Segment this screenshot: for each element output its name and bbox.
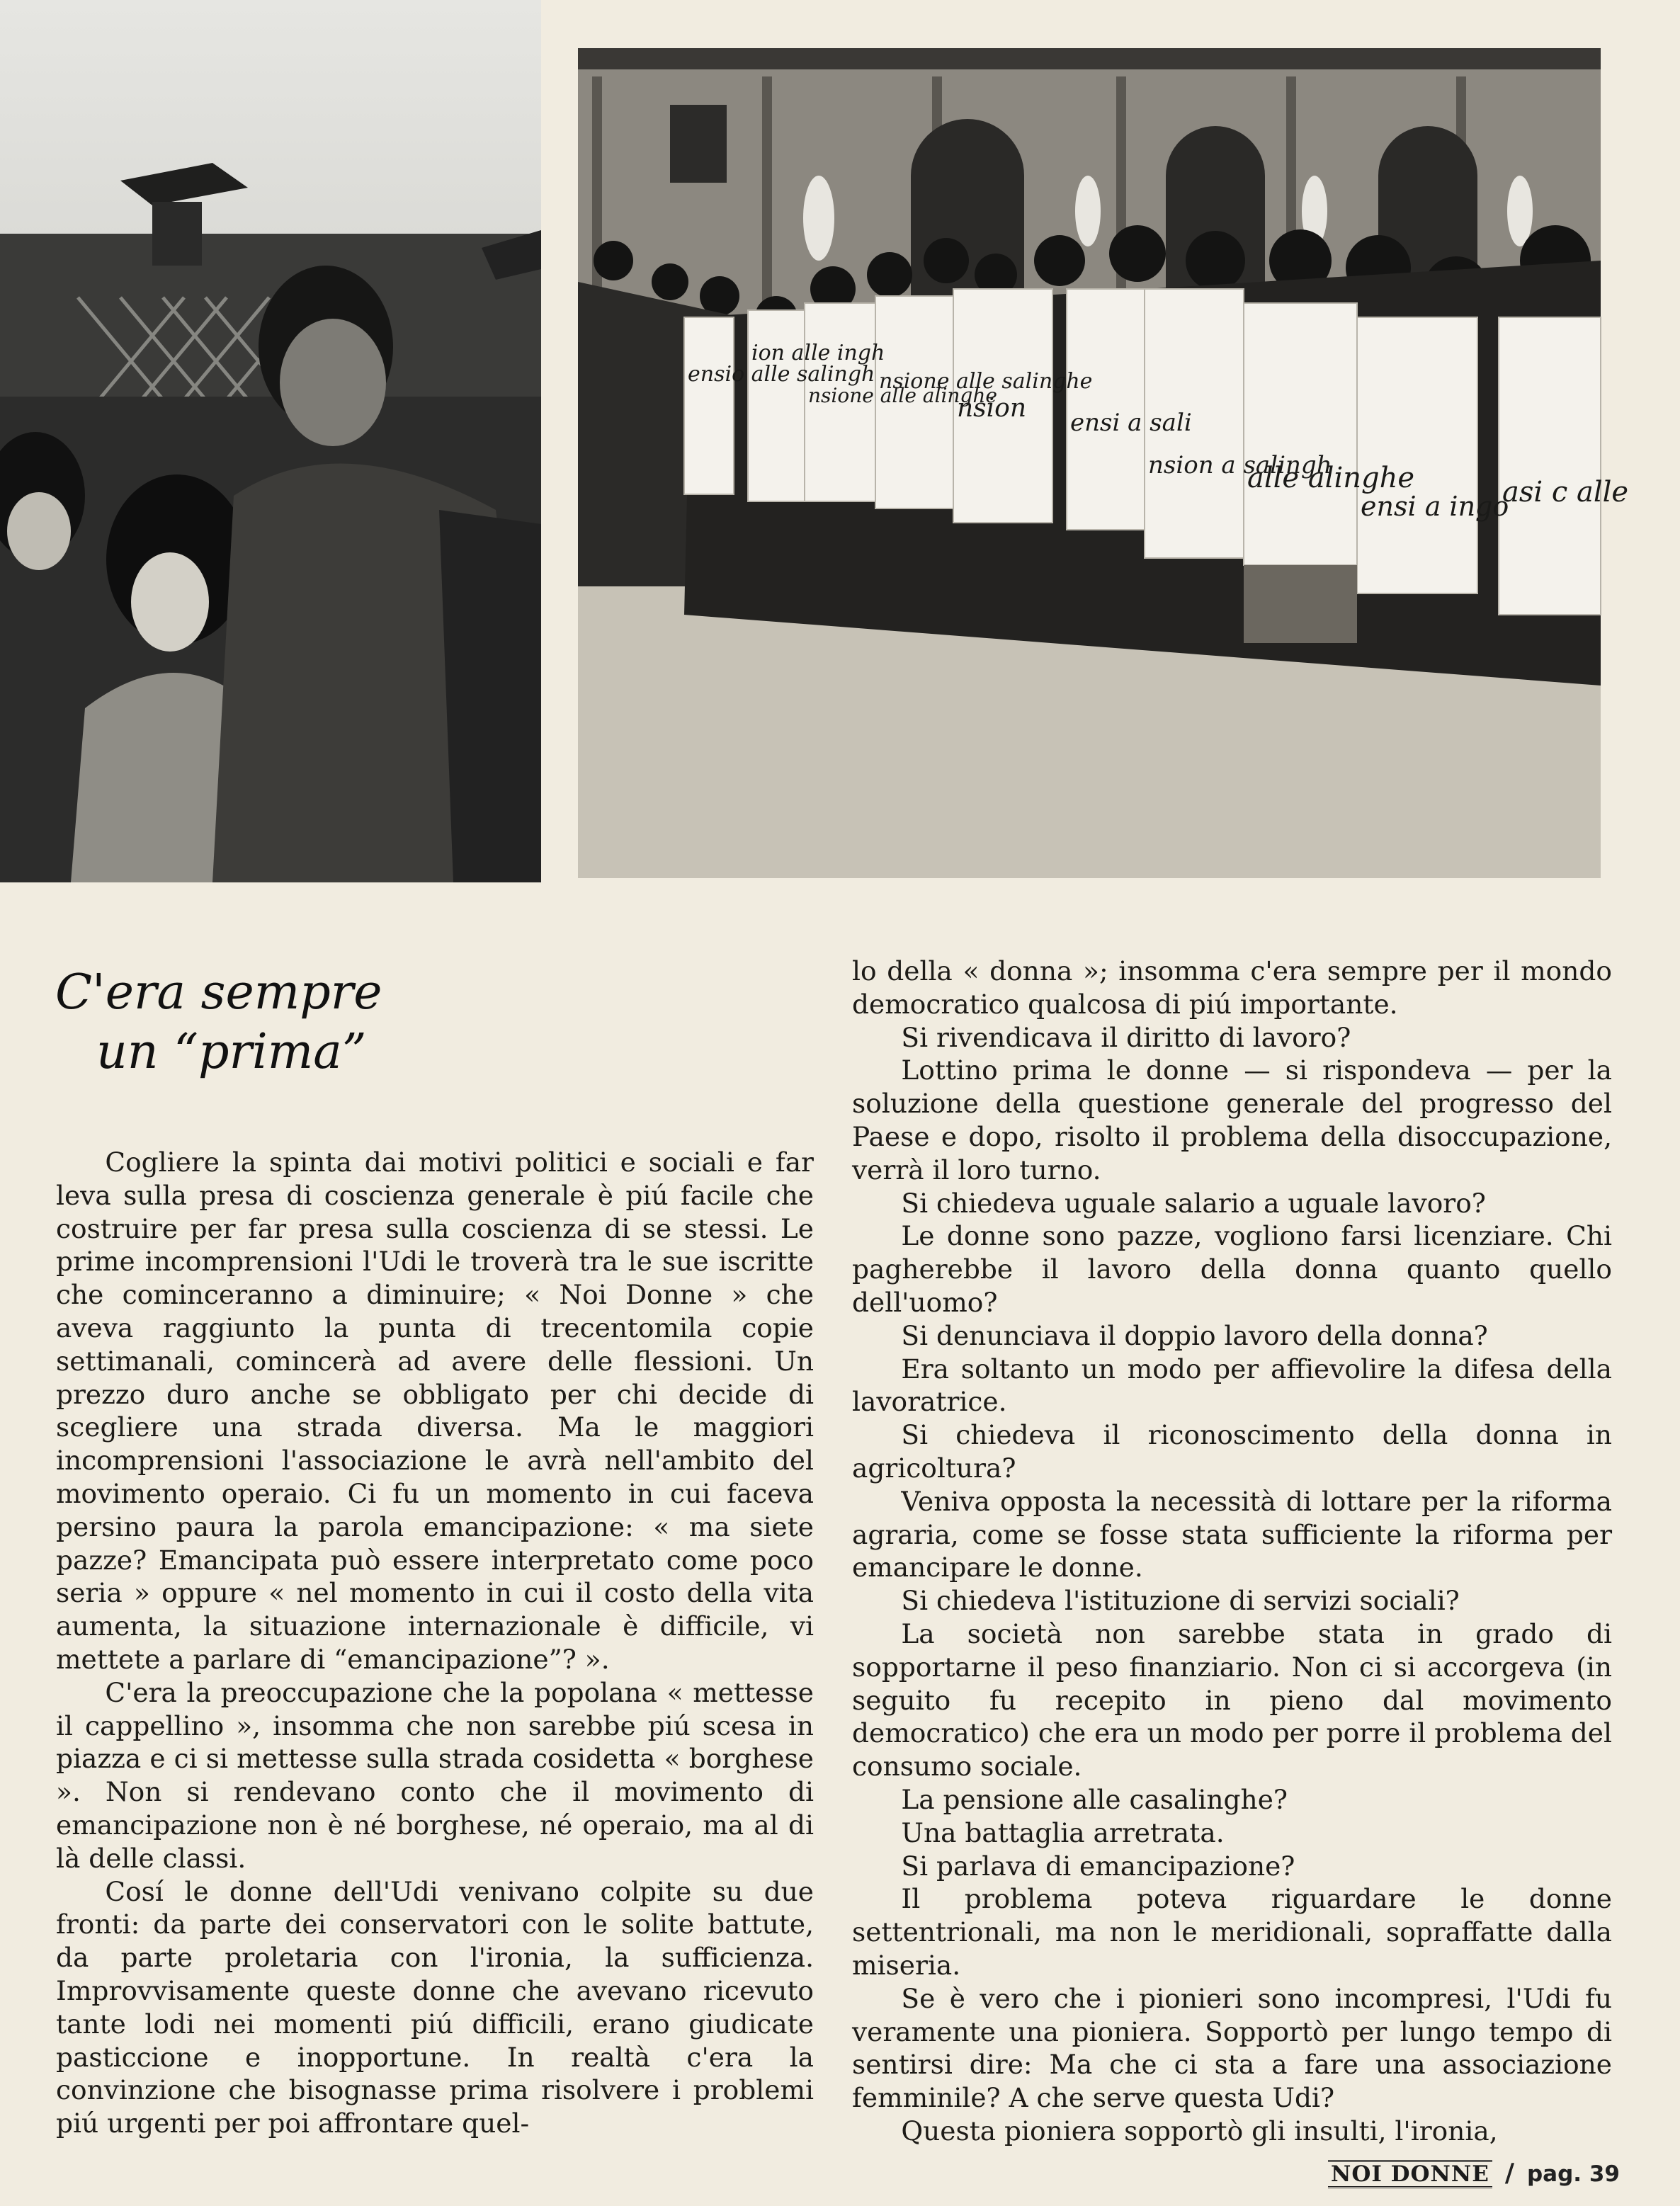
paragraph: Cogliere la spinta dai motivi politici e sociali e far leva sulla presa di coscienza generale è piú facile che costruire per far presa sulla coscienza di se stessi. Le prime incomprensioni l'Udi le troverà tra le sue iscritte che cominceranno a diminuire; « Noi Donne » che aveva raggiunto la punta di trecentomila copie settimanali, comincerà ad avere delle flessioni. Un prezzo duro anche se obbligato per chi decide di scegliere una strada diversa. Ma le maggiori incomprensioni l'associazione le avrà nell'ambito del movimento operaio. Ci fu un momento in cui faceva persino paura la parola emancipazione: « ma siete pazze? Emancipata può essere interpretato come poco seria » oppure « nel momento in cui il costo della vita aumenta, la situazione internazionale è difficile, vi mettete a parlare di “emancipazione”? ». — [56, 1147, 814, 1675]
paragraph: La pensione alle casalinghe? — [901, 1783, 1288, 1815]
apron-text: ensio alle salingh — [688, 362, 875, 387]
apron-text: alle alinghe — [1247, 462, 1415, 494]
apron-text: nsion a salingh — [1148, 451, 1332, 479]
paragraph: Il problema poteva riguardare le donne settentrionali, ma non le meridionali, sopraffatte dalla miseria. — [852, 1883, 1612, 1981]
paragraph: Si rivendicava il diritto di lavoro? — [901, 1021, 1351, 1053]
paragraph: C'era la preoccupazione che la popolana « mettesse il cappellino », insomma che non sarebbe piú scesa in piazza e ci si mettesse sulla strada cosidetta « borghese ». Non si rendevano conto che il movimento di emancipazione non è né borghese, né operaio, ma al di là delle classi. — [56, 1676, 814, 1874]
apron-text: ensi a ingo — [1361, 491, 1509, 522]
article-headline — [55, 963, 388, 1082]
photo-demonstration-image — [578, 48, 1629, 878]
headline-line-1: C'era sempre — [55, 965, 382, 1020]
paragraph: Le donne sono pazze, vogliono farsi licenziare. Chi pagherebbe il lavoro della donna quanto quello dell'uomo? — [852, 1220, 1612, 1318]
apron-text: asi c alle — [1502, 476, 1629, 508]
apron-text: ensi a sali — [1070, 409, 1192, 437]
paragraph: Era soltanto un modo per affievolire la difesa della lavoratrice. — [852, 1353, 1612, 1418]
paragraph: Veniva opposta la necessità di lottare per la riforma agraria, come se fosse stata sufficiente la riforma per emancipare le donne. — [852, 1485, 1612, 1584]
photo-crowd-left — [0, 0, 541, 882]
paragraph: Se è vero che i pionieri sono incompresi, l'Udi fu veramente una pioniera. Sopportò per lungo tempo di sentirsi dire: Ma che ci sta a fare una associazione femminile? A che serve questa Udi? — [852, 1982, 1612, 2114]
paragraph-continued: lo della « donna »; insomma c'era sempre per il mondo democratico qualcosa di piú importante. — [852, 955, 1612, 1020]
article-column-left — [56, 1146, 814, 2140]
footer-separator: / — [1504, 2159, 1514, 2188]
headline-line-2: un “prima” — [96, 1024, 367, 1080]
photo-crowd-left-image — [0, 0, 541, 882]
paragraph: Si chiedeva uguale salario a uguale lavoro? — [901, 1187, 1486, 1219]
page-number: pag. 39 — [1526, 2161, 1620, 2187]
article-column-right — [852, 955, 1612, 2148]
paragraph: Cosí le donne dell'Udi venivano colpite su due fronti: da parte dei conservatori con le solite battute, da parte proletaria con l'ironia, la sufficienza. Improvvisamente queste donne che avevano ricevuto tante lodi nei momenti piú difficili, erano giudicate pasticcione e inopportune. In realtà c'era la convinzione che bisognasse prima risolvere i problemi piú urgenti per poi affrontare quel- — [56, 1875, 814, 2139]
paragraph: Si parlava di emancipazione? — [901, 1850, 1295, 1882]
paragraph: Lottino prima le donne — si rispondeva — per la soluzione della questione generale del progresso del Paese e dopo, risolto il problema della disoccupazione, verrà il loro turno. — [852, 1054, 1612, 1186]
paragraph: La società non sarebbe stata in grado di sopportarne il peso finanziario. Non ci si accorgeva (in seguito fu recepito in pieno dal movimento democratico) che era un modo per porre il problema del consumo sociale. — [852, 1617, 1612, 1783]
apron-text: ion alle ingh — [751, 341, 885, 365]
paragraph: Si denunciava il doppio lavoro della donna? — [901, 1319, 1488, 1351]
page-footer — [1328, 2159, 1620, 2188]
magazine-masthead: NOI DONNE — [1328, 2160, 1492, 2188]
apron-text: nsione alle alinghe — [808, 384, 997, 407]
paragraph: Si chiedeva il riconoscimento della donna in agricoltura? — [852, 1419, 1612, 1484]
apron-text: nsion — [957, 394, 1027, 423]
paragraph: Si chiedeva l'istituzione di servizi sociali? — [901, 1585, 1460, 1617]
paragraph: Una battaglia arretrata. — [901, 1816, 1225, 1848]
apron-text: nsione alle salinghe — [879, 369, 1093, 394]
paragraph: Questa pioniera sopportò gli insulti, l'ironia, — [901, 2115, 1498, 2147]
photo-demonstration — [578, 48, 1629, 878]
